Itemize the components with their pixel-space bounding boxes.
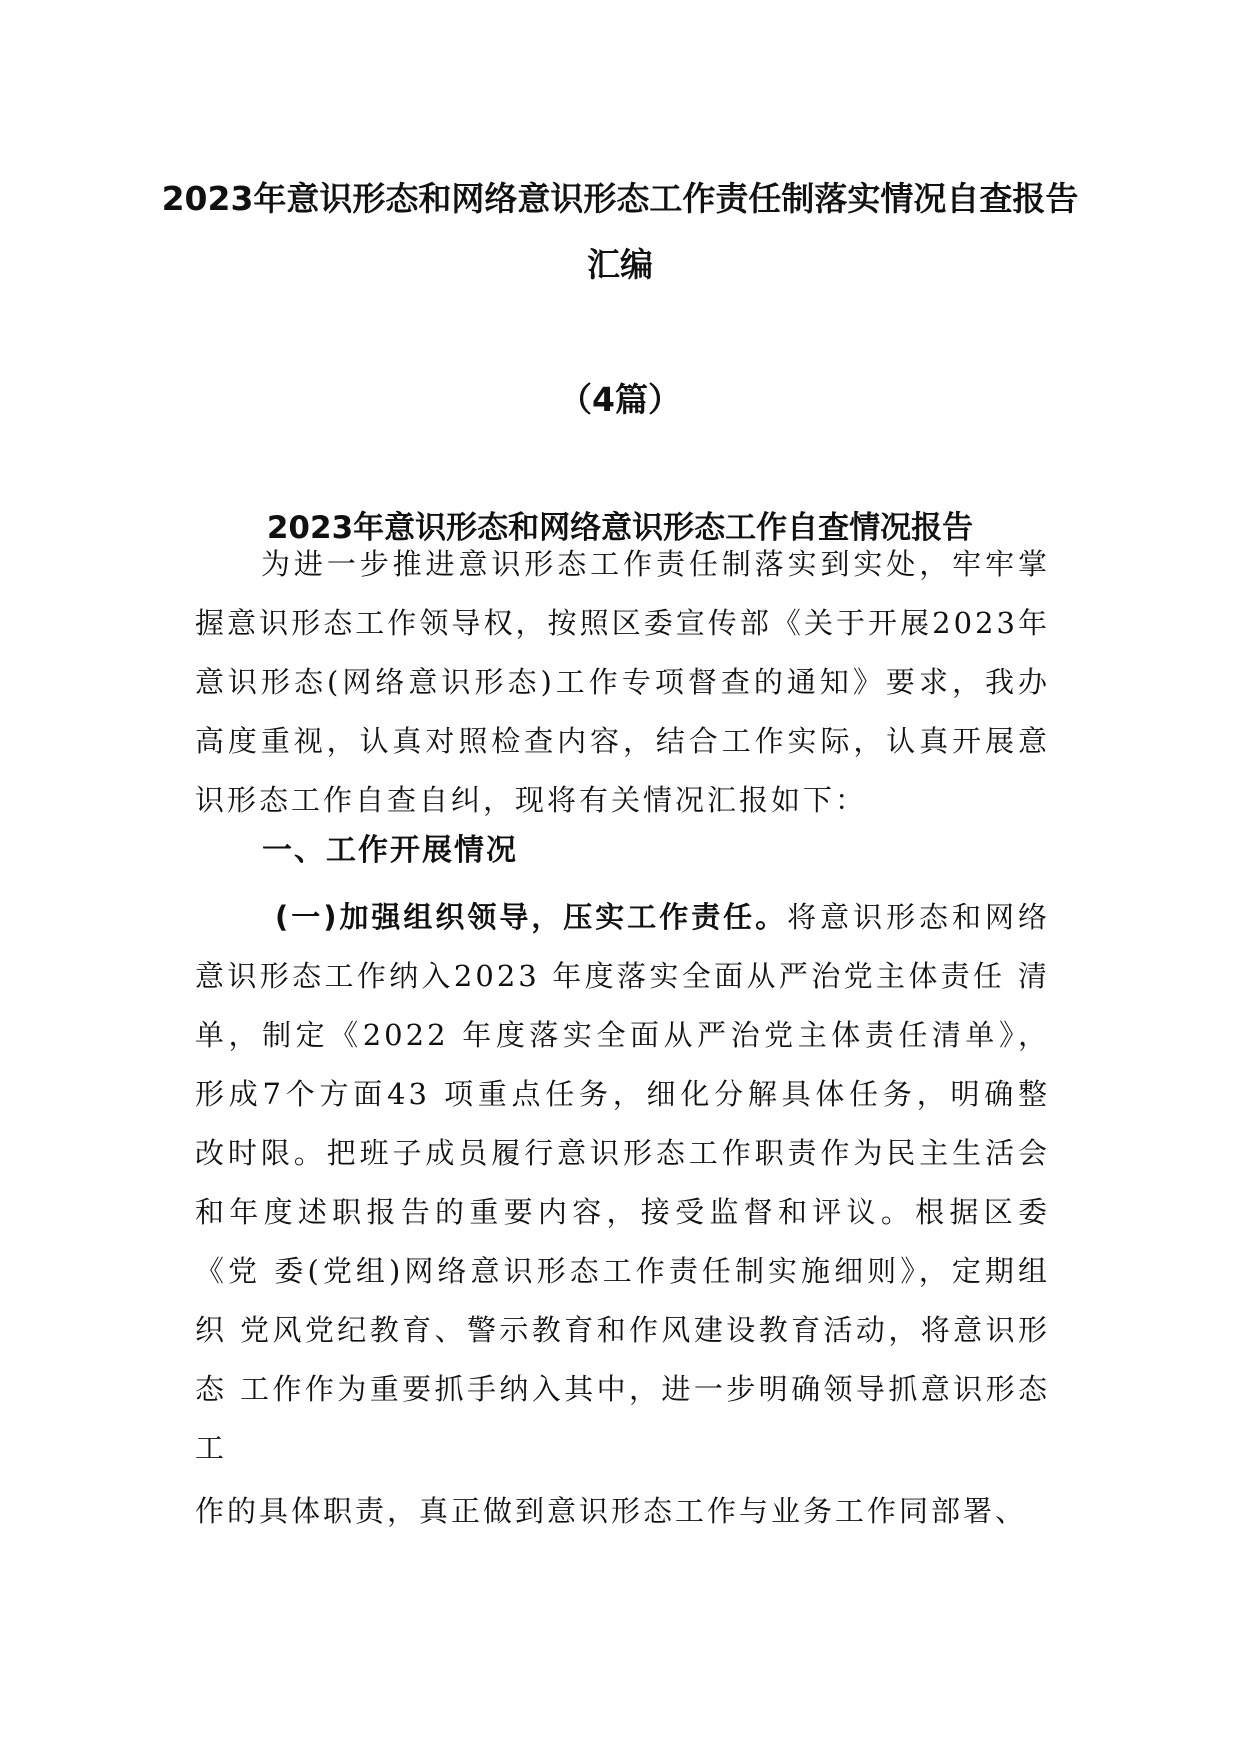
article-count: （4篇） [559, 380, 681, 419]
report-subtitle: 2023年意识形态和网络意识形态工作自查情况报告 [266, 509, 974, 546]
document-title: 2023年意识形态和网络意识形态工作责任制落实情况自查报告汇编 [161, 179, 1079, 284]
section-heading: 一、工作开展情况 [262, 833, 518, 868]
paragraph-1-lead: (一)加强组织领导，压实工作责任。 [275, 900, 788, 934]
paragraph-continuation: 作的具体职责，真正做到意识形态工作与业务工作同部署、 [195, 1494, 1028, 1528]
intro-paragraph: 为进一步推进意识形态工作责任制落实到实处，牢牢掌握意识形态工作领导权，按照区委宣传部《关于开展2023年意识形态(网络意识形态)工作专项督查的通知》要求，我办高度重视，认真对照检查内容，结合工作实际，认真开展意识形态工作自查自纠，现将有关情况汇报如下： [195, 547, 1050, 817]
paragraph-1-body: 将意识形态和网络意识形态工作纳入2023 年度落实全面从严治党主体责任 清单，制定《2022 年度落实全面从严治党主体责任清单》， 形成7个方面43 项重点任务，细化分解具体任务，明确整 改时限。把班子成员履行意识形态工作职责作为民主生活会 和年度述职报告的重要内容，接受监督和评议。根据区委《党 委(党组)网络意识形态工作责任制实施细则》，定期组织 党风党纪教育、警示教育和作风建设教育活动，将意识形态 工作作为重要抓手纳入其中，进一步明确领导抓意识形态工 [195, 900, 1050, 1465]
paragraph-1 [195, 888, 1050, 1478]
